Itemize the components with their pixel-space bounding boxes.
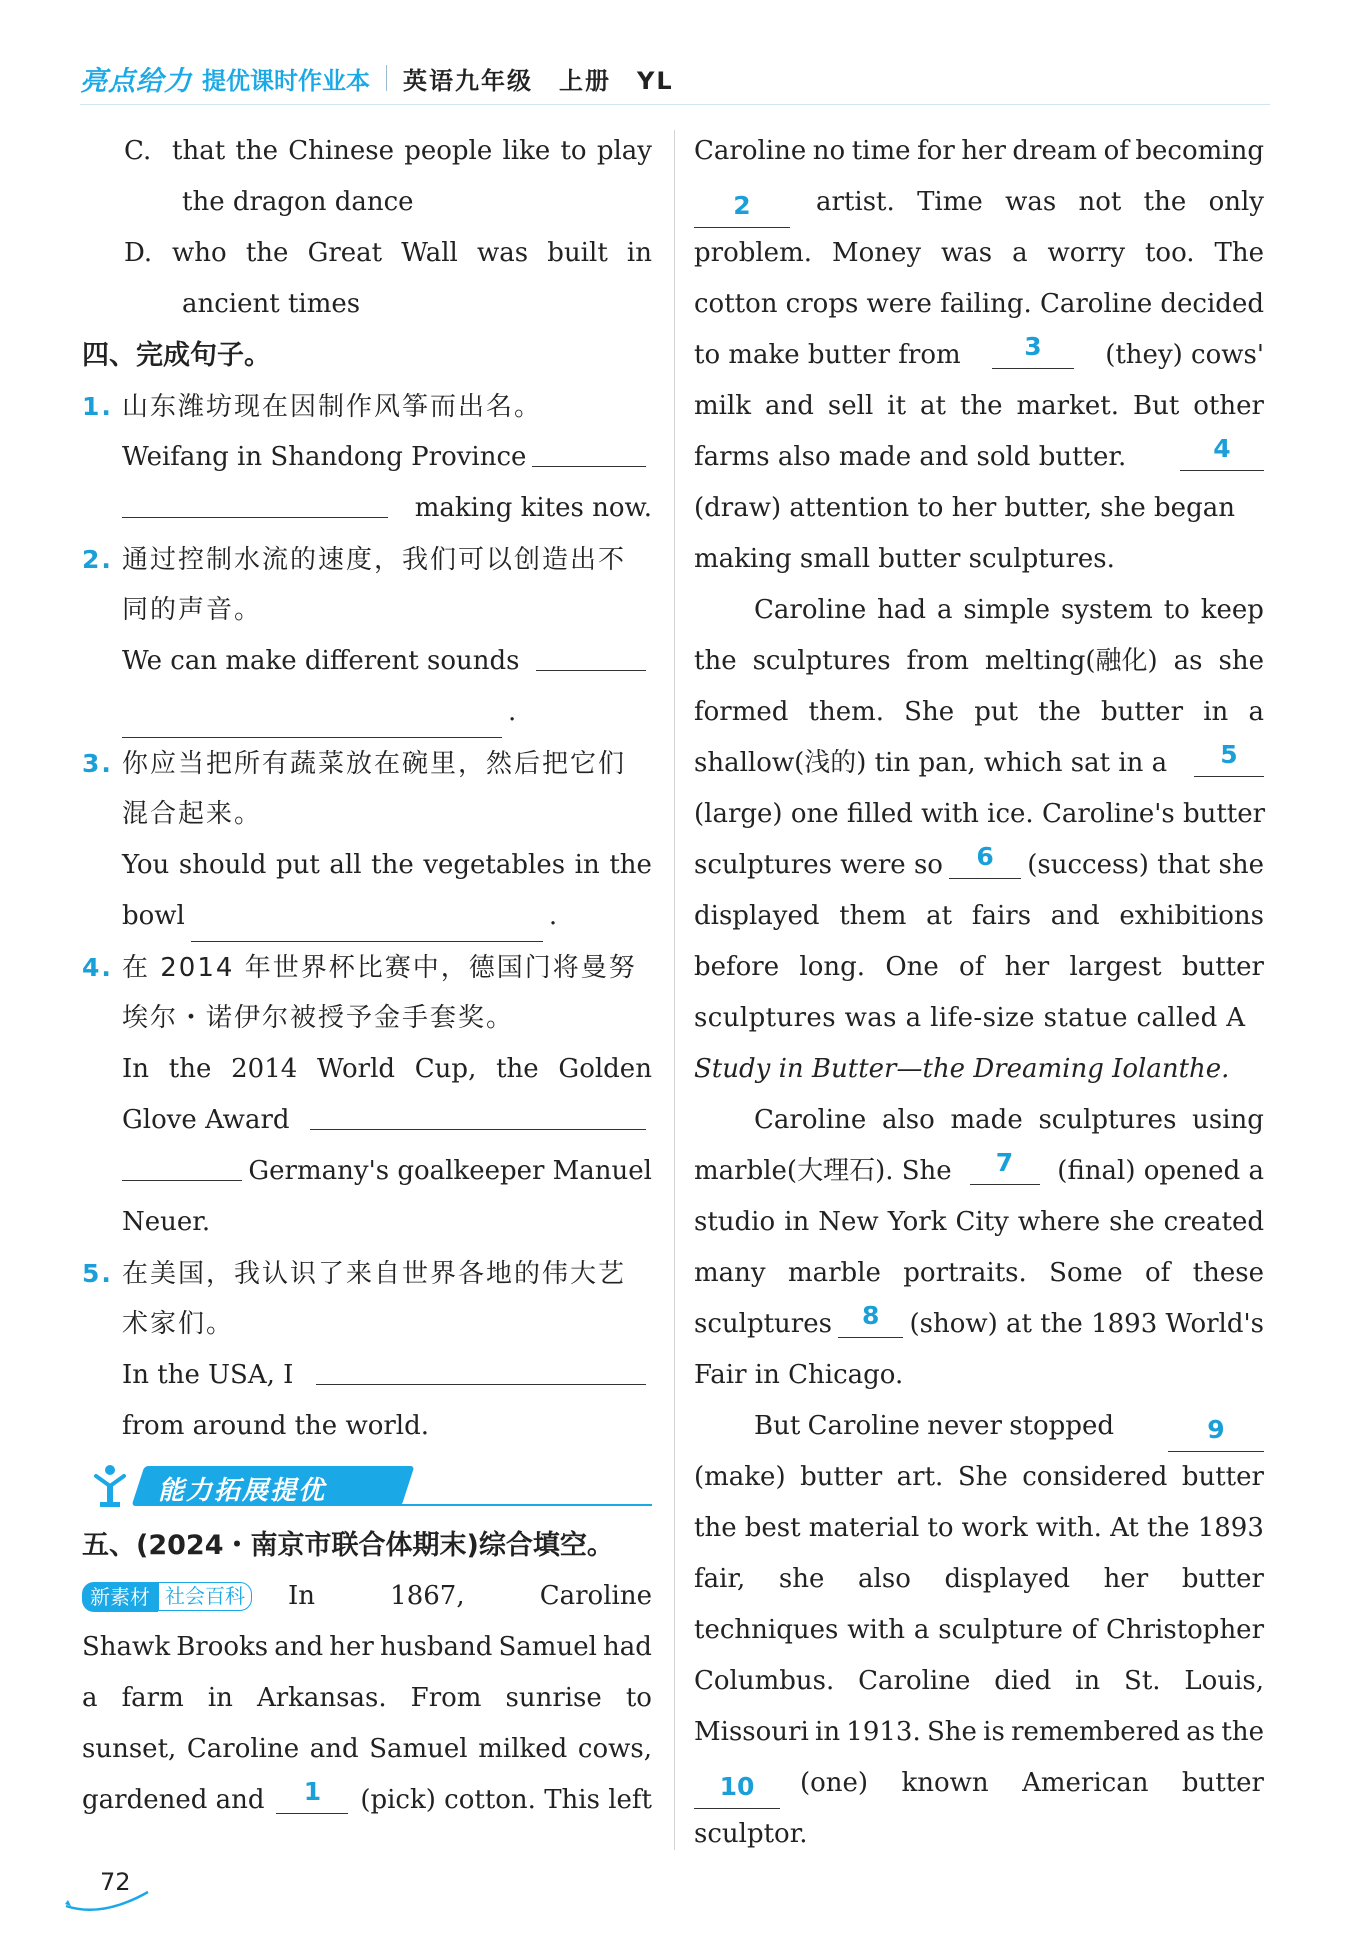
r-line-21: marble(大理石). She 7 (final) opened a [694, 1148, 1264, 1186]
answer-blank-1[interactable]: 1 [276, 1775, 348, 1814]
r-line-19: Study in Butter—the Dreaming Iolanthe. [694, 1054, 1230, 1084]
header-rule [80, 104, 1270, 105]
r-line-10: Caroline had a simple system to keep [754, 595, 1264, 625]
right-column [694, 126, 1264, 1860]
r-line-30: techniques with a sculpture of Christopher [694, 1615, 1264, 1645]
r-line-20: Caroline also made sculptures using [754, 1105, 1264, 1135]
trophy-figure-icon [90, 1462, 130, 1512]
passage-line-3: a farm in Arkansas. From sunrise to [82, 1683, 652, 1713]
r-line-15: sculptures were so 6 (success) that she [694, 842, 1264, 880]
section-4-heading: 四、完成句子。 [82, 340, 271, 371]
page-number: 72 [100, 1868, 131, 1896]
q5-english-line2: from around the world. [122, 1411, 430, 1441]
q2-english-line1: We can make different sounds [82, 636, 652, 687]
answer-blank-8[interactable]: 8 [838, 1299, 904, 1338]
q5-english-line1: In the USA, I [82, 1350, 652, 1401]
q5-blank[interactable] [316, 1350, 646, 1385]
r-line-7: farms also made and sold butter. 4 [694, 432, 1264, 483]
q2-english-line2: . [82, 687, 652, 738]
r-line-34: sculptor. [694, 1819, 808, 1849]
r-line-12: formed them. She put the butter in a [694, 697, 1264, 727]
q4-chinese-line1: 4. 在 2014 年世界杯比赛中，德国门将曼努 [82, 953, 637, 983]
option-d-line1: D. who the Great Wall was built in [82, 228, 652, 279]
q4-chinese-line2: 埃尔・诺伊尔被授予金手套奖。 [122, 1003, 515, 1033]
r-line-13: shallow(浅的) tin pan, which sat in a 5 [694, 738, 1264, 789]
r-line-16: displayed them at fairs and exhibitions [694, 901, 1264, 931]
r-line-24: sculptures 8 (show) at the 1893 World's [694, 1301, 1264, 1339]
r-line-18: sculptures was a life-size statue called A [694, 1003, 1246, 1033]
answer-blank-2[interactable]: 2 [694, 189, 790, 228]
r-line-14: (large) one filled with ice. Caroline's butter [694, 799, 1266, 829]
option-d-text: who the Great Wall was built in [172, 238, 652, 268]
q4-blank-a[interactable] [310, 1095, 646, 1130]
r-line-5: to make butter from 3 (they) cows' [694, 332, 1264, 370]
r-line-2: 2 artist. Time was not the only [694, 177, 1264, 228]
r-line-4: cotton crops were failing. Caroline decided [694, 289, 1264, 319]
r-line-1: Caroline no time for her dream of becoming [694, 136, 1264, 166]
r-line-6: milk and sell it at the market. But other [694, 391, 1264, 421]
r-line-9: making small butter sculptures. [694, 544, 1115, 574]
option-c-line2: the dragon dance [182, 187, 414, 217]
r-line-8: (draw) attention to her butter, she began [694, 493, 1235, 523]
r-line-33: 10 (one) known American butter [694, 1758, 1264, 1809]
r-line-31: Columbus. Caroline died in St. Louis, [694, 1666, 1264, 1696]
answer-blank-3[interactable]: 3 [992, 330, 1074, 369]
brand-logo: 亮点给力 [80, 65, 192, 97]
q3-chinese-line1: 3. 你应当把所有蔬菜放在碗里，然后把它们 [82, 749, 627, 779]
passage-line-5: gardened and 1 (pick) cotton. This left [82, 1777, 652, 1815]
r-line-22: studio in New York City where she created [694, 1207, 1264, 1237]
answer-blank-4[interactable]: 4 [1180, 432, 1264, 471]
header-divider [386, 65, 387, 91]
r-line-11: the sculptures from melting(融化) as she [694, 646, 1264, 676]
answer-blank-5[interactable]: 5 [1194, 738, 1264, 777]
q4-english-line2: Glove Award [82, 1095, 652, 1146]
q4-english-line1: In the 2014 World Cup, the Golden [122, 1054, 652, 1084]
new-material-tag: 新素材 [82, 1582, 158, 1612]
passage-line-2: Shawk Brooks and her husband Samuel had [82, 1632, 652, 1662]
answer-blank-9[interactable]: 9 [1168, 1413, 1264, 1452]
option-c-line1: C. that the Chinese people like to play [82, 126, 652, 177]
q2-blank-b[interactable] [122, 703, 502, 738]
page-header [80, 58, 674, 98]
q1-chinese: 1. 山东潍坊现在因制作风筝而出名。 [82, 392, 543, 422]
banner-title: 能力拓展提优 [158, 1476, 327, 1506]
r-line-23: many marble portraits. Some of these [694, 1258, 1264, 1288]
answer-blank-7[interactable]: 7 [970, 1146, 1040, 1185]
answer-blank-10[interactable]: 10 [694, 1770, 780, 1809]
column-divider [674, 130, 675, 1850]
passage-line-4: sunset, Caroline and Samuel milked cows, [82, 1734, 652, 1764]
r-line-3: problem. Money was a worry too. The [694, 238, 1264, 268]
q5-chinese-line2: 术家们。 [122, 1309, 235, 1339]
r-line-28: the best material to work with. At the 1893 [694, 1513, 1264, 1543]
q5-chinese-line1: 5. 在美国，我认识了来自世界各地的伟大艺 [82, 1259, 627, 1289]
r-line-25: Fair in Chicago. [694, 1360, 904, 1390]
q1-blank-b[interactable] [122, 483, 388, 518]
q4-english-line3: Germany's goalkeeper Manuel [82, 1146, 652, 1197]
social-encyclopedia-tag: 社会百科 [158, 1582, 252, 1611]
q3-english-line1: You should put all the vegetables in the [122, 850, 652, 880]
option-d-line2: ancient times [182, 289, 361, 319]
banner-underline [382, 1504, 652, 1506]
book-series: 提优课时作业本 [202, 66, 370, 95]
q1-blank-a[interactable] [532, 432, 646, 467]
q3-english-line2: bowl . [82, 891, 652, 942]
q4-english-line4: Neuer. [122, 1207, 211, 1237]
q2-chinese-line2: 同的声音。 [122, 595, 263, 625]
r-line-26: But Caroline never stopped 9 [694, 1401, 1264, 1452]
q3-chinese-line2: 混合起来。 [122, 799, 263, 829]
left-column [82, 126, 652, 1826]
r-line-27: (make) butter art. She considered butter [694, 1462, 1264, 1492]
r-line-17: before long. One of her largest butter [694, 952, 1264, 982]
answer-blank-6[interactable]: 6 [949, 840, 1021, 879]
q2-chinese-line1: 2. 通过控制水流的速度，我们可以创造出不 [82, 545, 627, 575]
q1-english-line2: making kites now. [82, 483, 652, 534]
r-line-32: Missouri in 1913. She is remembered as the [694, 1717, 1264, 1747]
section-5-heading: 五、(2024・南京市联合体期末)综合填空。 [82, 1530, 614, 1561]
q3-blank[interactable] [191, 907, 543, 942]
option-c-text: that the Chinese people like to play [172, 136, 652, 166]
q1-english-line1: Weifang in Shandong Province [82, 432, 652, 483]
q4-blank-b[interactable] [122, 1146, 242, 1181]
ability-banner [82, 1460, 652, 1516]
r-line-29: fair, she also displayed her butter [694, 1564, 1264, 1594]
book-title: 英语九年级 上册 YL [403, 66, 674, 95]
q2-blank-a[interactable] [536, 636, 646, 671]
passage-line-1: 新素材 社会百科 In 1867, Caroline [82, 1571, 652, 1622]
